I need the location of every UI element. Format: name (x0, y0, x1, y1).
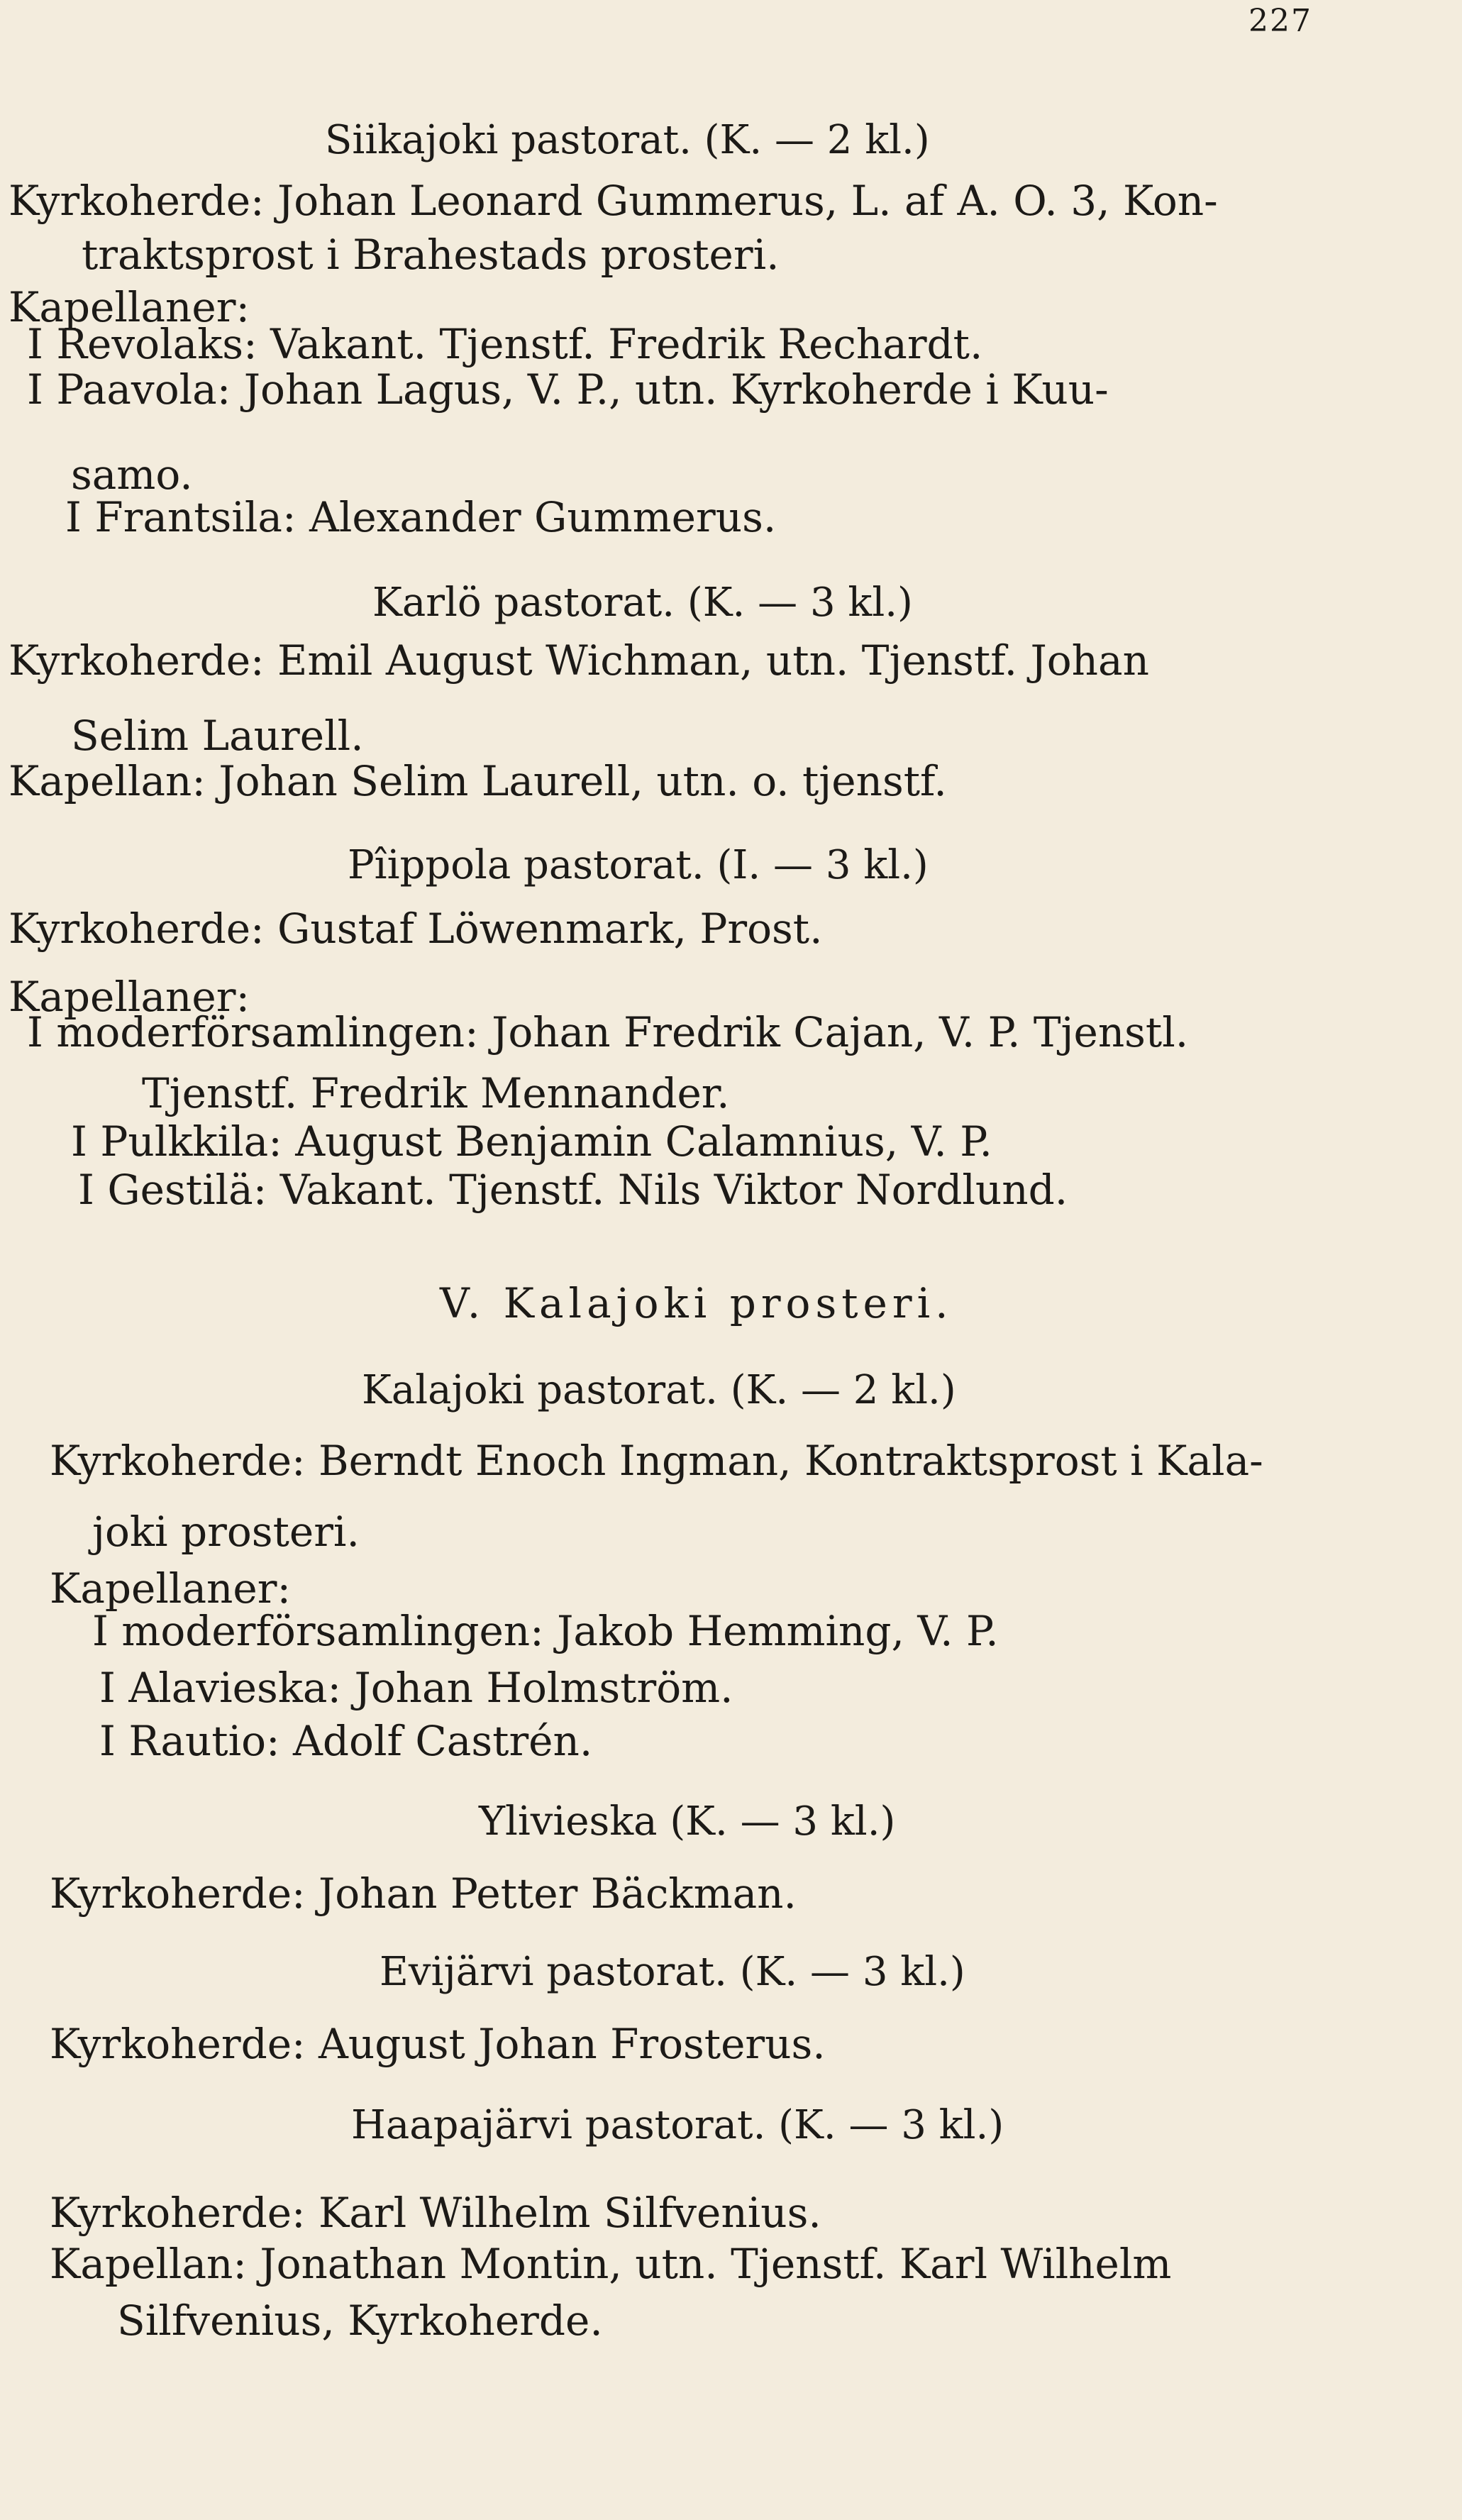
kapellaner-label: Kapellaner: (9, 283, 250, 331)
entry-line: Tjenstf. Fredrik Mennander. (142, 1069, 730, 1117)
entry-line: Kapellan: Jonathan Montin, utn. Tjenstf. Karl Wilhelm (50, 2240, 1172, 2288)
heading-piippola: Pîippola pastorat. (I. — 3 kl.) (348, 842, 929, 888)
entry-line: joki prosteri. (92, 1508, 360, 1556)
entry-line: I Revolaks: Vakant. Tjenstf. Fredrik Rechardt. (27, 320, 983, 368)
kapellaner-label: Kapellaner: (9, 973, 250, 1021)
heading-ylivieska: Ylivieska (K. — 3 kl.) (479, 1798, 896, 1845)
entry-line: I Paavola: Johan Lagus, V. P., utn. Kyrkoherde i Kuu- (27, 365, 1109, 414)
heading-siikajoki: Siikajoki pastorat. (K. — 2 kl.) (325, 117, 930, 163)
entry-line: I Alavieska: Johan Holmström. (99, 1664, 733, 1712)
heading-karlo: Karlö pastorat. (K. — 3 kl.) (372, 580, 913, 626)
entry-line: Kyrkoherde: Emil August Wichman, utn. Tjenstf. Johan (9, 636, 1149, 685)
entry-line: I Pulkkila: August Benjamin Calamnius, V. P. (71, 1117, 992, 1166)
entry-line: Kyrkoherde: August Johan Frosterus. (50, 2020, 826, 2068)
entry-line: I moderförsamlingen: Jakob Hemming, V. P. (92, 1607, 999, 1655)
kapellaner-label: Kapellaner: (50, 1564, 291, 1613)
section-heading: V. Kalajoki prosteri. (440, 1279, 953, 1327)
entry-line: Silfvenius, Kyrkoherde. (117, 2297, 603, 2345)
entry-line: Kyrkoherde: Gustaf Löwenmark, Prost. (9, 905, 823, 953)
heading-kalajoki: Kalajoki pastorat. (K. — 2 kl.) (362, 1367, 956, 1413)
entry-line: I Gestilä: Vakant. Tjenstf. Nils Viktor Nordlund. (78, 1166, 1068, 1214)
page-number: 227 (1248, 3, 1312, 39)
entry-line: Kapellan: Johan Selim Laurell, utn. o. tjenstf. (9, 757, 947, 805)
heading-haapajarvi: Haapajärvi pastorat. (K. — 3 kl.) (351, 2102, 1004, 2148)
heading-evijarvi: Evijärvi pastorat. (K. — 3 kl.) (380, 1949, 965, 1995)
entry-line: I moderförsamlingen: Johan Fredrik Cajan, V. P. Tjenstl. (27, 1008, 1189, 1056)
entry-line: Selim Laurell. (71, 712, 364, 760)
entry-line: I Rautio: Adolf Castrén. (99, 1717, 593, 1765)
entry-line: traktsprost i Brahestads prosteri. (82, 231, 780, 279)
entry-line: Kyrkoherde: Johan Leonard Gummerus, L. af A. O. 3, Kon- (9, 177, 1218, 225)
entry-line: samo. (71, 451, 193, 499)
entry-line: Kyrkoherde: Johan Petter Bäckman. (50, 1869, 797, 1918)
entry-line: I Frantsila: Alexander Gummerus. (65, 493, 777, 541)
entry-line: Kyrkoherde: Karl Wilhelm Silfvenius. (50, 2189, 821, 2237)
entry-line: Kyrkoherde: Berndt Enoch Ingman, Kontraktsprost i Kala- (50, 1437, 1263, 1485)
